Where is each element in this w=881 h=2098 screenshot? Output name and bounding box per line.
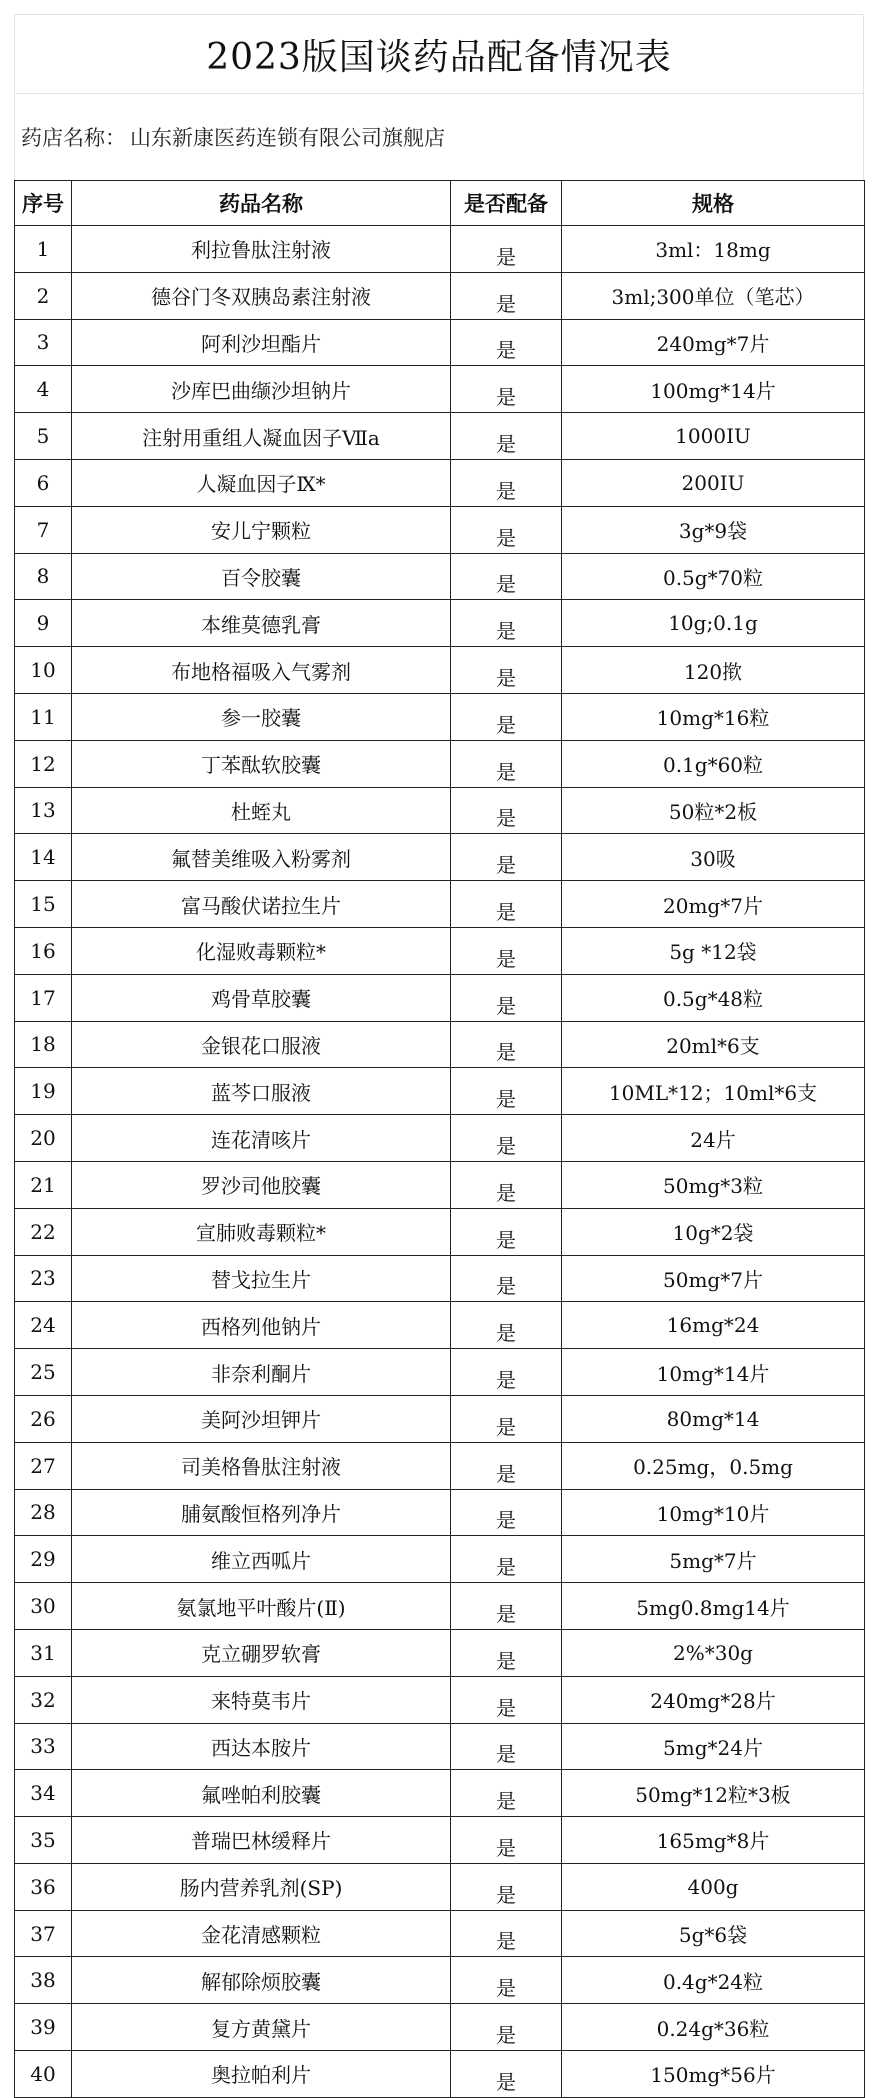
cell-no: 6	[15, 459, 72, 506]
table-row	[15, 506, 865, 553]
cell-drug-name: 司美格鲁肽注射液	[72, 1442, 451, 1489]
header-spec: 规格	[562, 181, 865, 226]
cell-stocked: 是	[451, 881, 562, 928]
cell-spec: 50mg*3粒	[562, 1161, 865, 1208]
header-name: 药品名称	[72, 181, 451, 226]
table-row	[15, 1723, 865, 1770]
cell-drug-name: 肠内营养乳剂(SP)	[72, 1863, 451, 1910]
cell-no: 38	[15, 1957, 72, 2004]
cell-stocked: 是	[451, 1068, 562, 1115]
table-row	[15, 319, 865, 366]
cell-stocked: 是	[451, 226, 562, 273]
header-no: 序号	[15, 181, 72, 226]
cell-no: 10	[15, 647, 72, 694]
cell-stocked: 是	[451, 272, 562, 319]
table-row	[15, 1863, 865, 1910]
cell-drug-name: 本维莫德乳膏	[72, 600, 451, 647]
table-row	[15, 366, 865, 413]
table-row	[15, 1629, 865, 1676]
cell-stocked: 是	[451, 1770, 562, 1817]
cell-stocked: 是	[451, 1629, 562, 1676]
cell-spec: 1000IU	[562, 413, 865, 460]
cell-spec: 240mg*7片	[562, 319, 865, 366]
cell-drug-name: 注射用重组人凝血因子Ⅶa	[72, 413, 451, 460]
cell-no: 20	[15, 1115, 72, 1162]
cell-no: 2	[15, 272, 72, 319]
cell-spec: 3g*9袋	[562, 506, 865, 553]
cell-drug-name: 氟替美维吸入粉雾剂	[72, 834, 451, 881]
cell-drug-name: 阿利沙坦酯片	[72, 319, 451, 366]
cell-drug-name: 罗沙司他胶囊	[72, 1161, 451, 1208]
table-row	[15, 600, 865, 647]
cell-drug-name: 奥拉帕利片	[72, 2051, 451, 2098]
cell-spec: 16mg*24	[562, 1302, 865, 1349]
cell-drug-name: 氟唑帕利胶囊	[72, 1770, 451, 1817]
cell-stocked: 是	[451, 1208, 562, 1255]
table-row	[15, 1302, 865, 1349]
cell-stocked: 是	[451, 1302, 562, 1349]
cell-stocked: 是	[451, 1723, 562, 1770]
cell-stocked: 是	[451, 834, 562, 881]
cell-spec: 80mg*14	[562, 1395, 865, 1442]
cell-spec: 24片	[562, 1115, 865, 1162]
cell-stocked: 是	[451, 1536, 562, 1583]
cell-drug-name: 利拉鲁肽注射液	[72, 226, 451, 273]
cell-drug-name: 宣肺败毒颗粒*	[72, 1208, 451, 1255]
cell-spec: 30吸	[562, 834, 865, 881]
cell-drug-name: 脯氨酸恒格列净片	[72, 1489, 451, 1536]
cell-drug-name: 参一胶囊	[72, 693, 451, 740]
cell-stocked: 是	[451, 413, 562, 460]
cell-drug-name: 金花清感颗粒	[72, 1910, 451, 1957]
table-row	[15, 1115, 865, 1162]
cell-stocked: 是	[451, 319, 562, 366]
cell-stocked: 是	[451, 787, 562, 834]
cell-spec: 150mg*56片	[562, 2051, 865, 2098]
cell-drug-name: 美阿沙坦钾片	[72, 1395, 451, 1442]
table-row	[15, 1442, 865, 1489]
table-row	[15, 787, 865, 834]
cell-drug-name: 替戈拉生片	[72, 1255, 451, 1302]
cell-spec: 0.1g*60粒	[562, 740, 865, 787]
cell-drug-name: 西格列他钠片	[72, 1302, 451, 1349]
cell-no: 37	[15, 1910, 72, 1957]
table-row	[15, 1583, 865, 1630]
cell-stocked: 是	[451, 1583, 562, 1630]
cell-drug-name: 金银花口服液	[72, 1021, 451, 1068]
cell-drug-name: 百令胶囊	[72, 553, 451, 600]
cell-drug-name: 连花清咳片	[72, 1115, 451, 1162]
cell-no: 19	[15, 1068, 72, 1115]
cell-no: 39	[15, 2004, 72, 2051]
cell-stocked: 是	[451, 1021, 562, 1068]
store-label: 药店名称：	[21, 126, 126, 150]
cell-drug-name: 化湿败毒颗粒*	[72, 927, 451, 974]
cell-drug-name: 安儿宁颗粒	[72, 506, 451, 553]
cell-spec: 10ML*12；10ml*6支	[562, 1068, 865, 1115]
cell-no: 23	[15, 1255, 72, 1302]
cell-no: 14	[15, 834, 72, 881]
cell-no: 32	[15, 1676, 72, 1723]
cell-drug-name: 人凝血因子Ⅸ*	[72, 459, 451, 506]
cell-drug-name: 来特莫韦片	[72, 1676, 451, 1723]
cell-spec: 10mg*14片	[562, 1349, 865, 1396]
table-row	[15, 1349, 865, 1396]
cell-no: 30	[15, 1583, 72, 1630]
cell-stocked: 是	[451, 506, 562, 553]
cell-stocked: 是	[451, 553, 562, 600]
cell-spec: 5g *12袋	[562, 927, 865, 974]
cell-no: 22	[15, 1208, 72, 1255]
table-body	[15, 226, 865, 2098]
cell-drug-name: 解郁除烦胶囊	[72, 1957, 451, 2004]
cell-no: 11	[15, 693, 72, 740]
cell-no: 4	[15, 366, 72, 413]
cell-spec: 2%*30g	[562, 1629, 865, 1676]
cell-spec: 0.5g*48粒	[562, 974, 865, 1021]
cell-no: 26	[15, 1395, 72, 1442]
table-row	[15, 2004, 865, 2051]
cell-stocked: 是	[451, 1910, 562, 1957]
table-row	[15, 740, 865, 787]
cell-no: 15	[15, 881, 72, 928]
cell-no: 16	[15, 927, 72, 974]
cell-spec: 5g*6袋	[562, 1910, 865, 1957]
table-row	[15, 974, 865, 1021]
cell-spec: 10g*2袋	[562, 1208, 865, 1255]
cell-no: 21	[15, 1161, 72, 1208]
cell-no: 7	[15, 506, 72, 553]
cell-stocked: 是	[451, 366, 562, 413]
cell-spec: 3ml：18mg	[562, 226, 865, 273]
cell-stocked: 是	[451, 974, 562, 1021]
cell-spec: 0.25mg，0.5mg	[562, 1442, 865, 1489]
cell-spec: 3ml;300单位（笔芯）	[562, 272, 865, 319]
cell-no: 27	[15, 1442, 72, 1489]
cell-drug-name: 沙库巴曲缬沙坦钠片	[72, 366, 451, 413]
store-info	[14, 94, 864, 180]
cell-stocked: 是	[451, 2004, 562, 2051]
cell-drug-name: 德谷门冬双胰岛素注射液	[72, 272, 451, 319]
cell-no: 3	[15, 319, 72, 366]
table-row	[15, 1208, 865, 1255]
table-row	[15, 1021, 865, 1068]
cell-no: 5	[15, 413, 72, 460]
cell-drug-name: 杜蛭丸	[72, 787, 451, 834]
table-row	[15, 1770, 865, 1817]
cell-drug-name: 蓝芩口服液	[72, 1068, 451, 1115]
cell-no: 9	[15, 600, 72, 647]
cell-stocked: 是	[451, 1863, 562, 1910]
cell-spec: 20mg*7片	[562, 881, 865, 928]
cell-drug-name: 富马酸伏诺拉生片	[72, 881, 451, 928]
header-stocked: 是否配备	[451, 181, 562, 226]
cell-no: 34	[15, 1770, 72, 1817]
table-row	[15, 1676, 865, 1723]
cell-no: 17	[15, 974, 72, 1021]
cell-stocked: 是	[451, 1442, 562, 1489]
table-row	[15, 1536, 865, 1583]
cell-drug-name: 复方黄黛片	[72, 2004, 451, 2051]
table-row	[15, 1161, 865, 1208]
table-row	[15, 1910, 865, 1957]
cell-spec: 165mg*8片	[562, 1817, 865, 1864]
cell-spec: 10mg*16粒	[562, 693, 865, 740]
cell-stocked: 是	[451, 459, 562, 506]
cell-spec: 10g;0.1g	[562, 600, 865, 647]
cell-spec: 50mg*12粒*3板	[562, 1770, 865, 1817]
cell-stocked: 是	[451, 1115, 562, 1162]
cell-spec: 0.4g*24粒	[562, 1957, 865, 2004]
cell-no: 8	[15, 553, 72, 600]
cell-stocked: 是	[451, 647, 562, 694]
cell-stocked: 是	[451, 1349, 562, 1396]
cell-drug-name: 布地格福吸入气雾剂	[72, 647, 451, 694]
cell-stocked: 是	[451, 2051, 562, 2098]
cell-drug-name: 鸡骨草胶囊	[72, 974, 451, 1021]
cell-stocked: 是	[451, 740, 562, 787]
cell-spec: 5mg*24片	[562, 1723, 865, 1770]
cell-no: 1	[15, 226, 72, 273]
table-row	[15, 2051, 865, 2098]
cell-spec: 120揿	[562, 647, 865, 694]
cell-drug-name: 丁苯酞软胶囊	[72, 740, 451, 787]
cell-no: 33	[15, 1723, 72, 1770]
cell-stocked: 是	[451, 1255, 562, 1302]
cell-stocked: 是	[451, 600, 562, 647]
cell-spec: 20ml*6支	[562, 1021, 865, 1068]
table-row	[15, 1817, 865, 1864]
table-row	[15, 1395, 865, 1442]
cell-stocked: 是	[451, 693, 562, 740]
cell-no: 31	[15, 1629, 72, 1676]
cell-spec: 400g	[562, 1863, 865, 1910]
cell-spec: 100mg*14片	[562, 366, 865, 413]
table-header-row	[15, 181, 865, 226]
table-row	[15, 226, 865, 273]
cell-no: 35	[15, 1817, 72, 1864]
cell-spec: 5mg*7片	[562, 1536, 865, 1583]
table-row	[15, 1957, 865, 2004]
cell-no: 12	[15, 740, 72, 787]
cell-stocked: 是	[451, 1817, 562, 1864]
drug-table	[14, 180, 865, 2098]
cell-drug-name: 西达本胺片	[72, 1723, 451, 1770]
cell-spec: 50mg*7片	[562, 1255, 865, 1302]
cell-stocked: 是	[451, 1489, 562, 1536]
cell-spec: 50粒*2板	[562, 787, 865, 834]
table-row	[15, 413, 865, 460]
store-name: 山东新康医药连锁有限公司旗舰店	[130, 126, 445, 150]
cell-spec: 0.24g*36粒	[562, 2004, 865, 2051]
cell-stocked: 是	[451, 927, 562, 974]
cell-no: 25	[15, 1349, 72, 1396]
cell-drug-name: 克立硼罗软膏	[72, 1629, 451, 1676]
cell-stocked: 是	[451, 1957, 562, 2004]
table-row	[15, 881, 865, 928]
cell-stocked: 是	[451, 1676, 562, 1723]
cell-no: 28	[15, 1489, 72, 1536]
cell-no: 36	[15, 1863, 72, 1910]
table-row	[15, 647, 865, 694]
cell-no: 24	[15, 1302, 72, 1349]
table-row	[15, 1255, 865, 1302]
cell-no: 29	[15, 1536, 72, 1583]
table-row	[15, 693, 865, 740]
cell-no: 40	[15, 2051, 72, 2098]
cell-spec: 5mg0.8mg14片	[562, 1583, 865, 1630]
table-row	[15, 927, 865, 974]
cell-stocked: 是	[451, 1395, 562, 1442]
table-row	[15, 272, 865, 319]
table-row	[15, 1489, 865, 1536]
cell-no: 13	[15, 787, 72, 834]
cell-spec: 240mg*28片	[562, 1676, 865, 1723]
cell-drug-name: 维立西呱片	[72, 1536, 451, 1583]
table-row	[15, 1068, 865, 1115]
table-row	[15, 834, 865, 881]
cell-drug-name: 氨氯地平叶酸片(Ⅱ)	[72, 1583, 451, 1630]
table-row	[15, 459, 865, 506]
cell-no: 18	[15, 1021, 72, 1068]
cell-spec: 200IU	[562, 459, 865, 506]
cell-drug-name: 普瑞巴林缓释片	[72, 1817, 451, 1864]
cell-drug-name: 非奈利酮片	[72, 1349, 451, 1396]
cell-spec: 0.5g*70粒	[562, 553, 865, 600]
document-title: 2023版国谈药品配备情况表	[14, 14, 864, 94]
cell-stocked: 是	[451, 1161, 562, 1208]
table-row	[15, 553, 865, 600]
cell-spec: 10mg*10片	[562, 1489, 865, 1536]
